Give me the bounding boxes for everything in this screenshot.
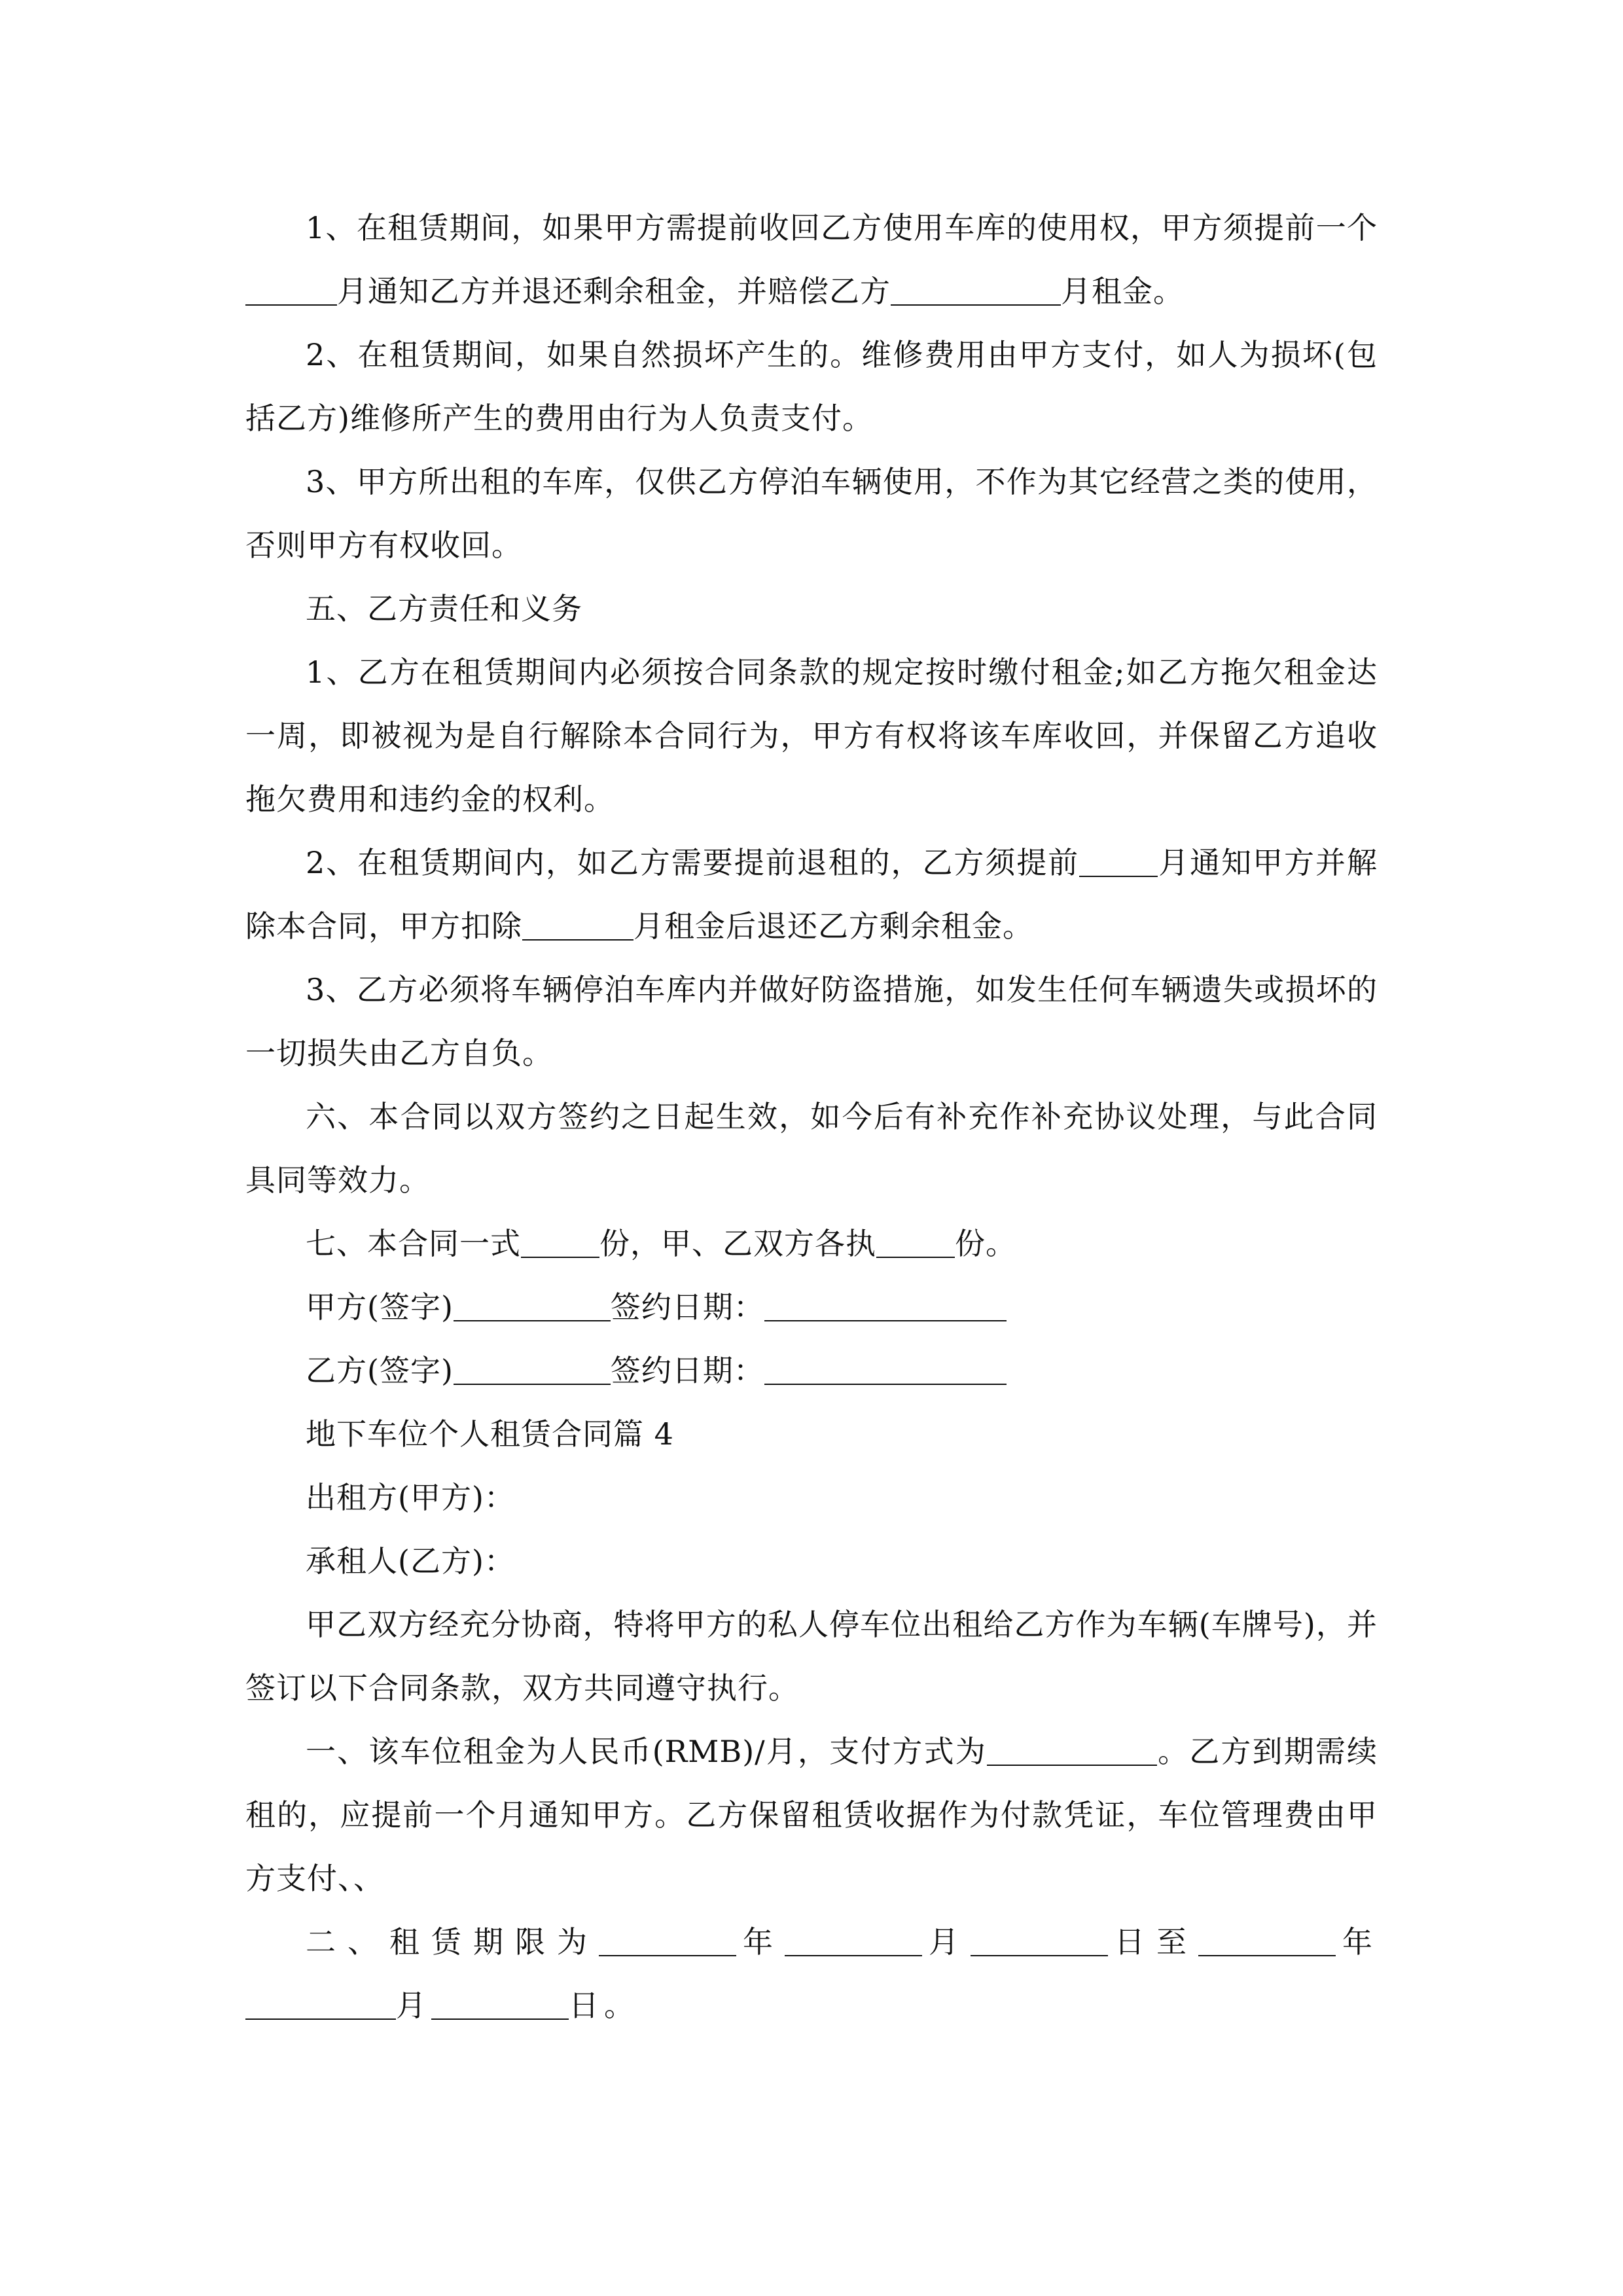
section-7 (245, 1212, 1378, 1276)
clause-text: 1、在租赁期间，如果甲方需提前收回乙方使用车库的使用权，甲方须提前一个 (306, 210, 1378, 245)
clause-text: 日。 (569, 1988, 639, 2023)
blank-field[interactable] (521, 1227, 599, 1258)
signature-blank[interactable] (454, 1290, 611, 1321)
clause-text: 月通知乙方并退还剩余租金，并赔偿乙方 (337, 274, 891, 309)
clause-text: 份。 (955, 1226, 1016, 1261)
clause-text: 一、该车位租金为人民币(RMB)/月，支付方式为 (306, 1734, 987, 1769)
blank-field[interactable] (431, 1988, 569, 2020)
blank-field[interactable] (522, 909, 633, 941)
date-label: 签约日期： (610, 1353, 764, 1388)
date-blank[interactable] (764, 1354, 1007, 1385)
signature-label: 甲方(签字) (306, 1289, 454, 1325)
section-5-heading: 五、乙方责任和义务 (306, 591, 582, 626)
clause-text: 月租金。 (1061, 274, 1184, 309)
blank-field[interactable] (1079, 846, 1158, 877)
clause-text: 2、在租赁期间内，如乙方需要提前退租的，乙方须提前 (306, 845, 1080, 880)
lessor-label: 出租方(甲方)： (306, 1480, 515, 1515)
date-blank[interactable] (764, 1290, 1007, 1321)
blank-field[interactable] (987, 1734, 1157, 1766)
blank-field[interactable] (245, 1988, 396, 2020)
clause-text: 份，甲、乙双方各执 (599, 1226, 876, 1261)
clause-5-3: 3、乙方必须将车辆停泊车库内并做好防盗措施，如发生任何车辆遗失或损坏的一切损失由乙方自负。 (245, 972, 1378, 1071)
clause-text: 月通知甲方并解除本合同，甲方扣除 (245, 845, 1378, 944)
clause-5-1: 1、乙方在租赁期间内必须按合同条款的规定按时缴付租金;如乙方拖欠租金达一周，即被视为是自行解除本合同行为，甲方有权将该车库收回，并保留乙方追收拖欠费用和违约金的权利。 (245, 655, 1378, 817)
blank-field[interactable] (785, 1925, 922, 1956)
clause-text: 日至 (1108, 1924, 1198, 1960)
blank-field[interactable] (599, 1925, 736, 1956)
clause-5-2 (245, 831, 1378, 958)
blank-field[interactable] (876, 1227, 955, 1258)
clause-text: 月 (922, 1924, 971, 1960)
document-body (245, 196, 1378, 2037)
clause-text: 七、本合同一式 (306, 1226, 521, 1261)
clause-text: 。乙方到期需续租的，应提前一个月通知甲方。乙方保留租赁收据作为付款凭证，车位管理费由甲方支付、、 (245, 1734, 1378, 1896)
preamble: 甲乙双方经充分协商，特将甲方的私人停车位出租给乙方作为车辆(车牌号)，并签订以下合同条款，双方共同遵守执行。 (245, 1607, 1378, 1706)
clause-text: 月租金后退还乙方剩余租金。 (633, 908, 1033, 944)
clause-text: 年 (736, 1924, 785, 1960)
section-6: 六、本合同以双方签约之日起生效，如今后有补充作补充协议处理，与此合同具同等效力。 (245, 1099, 1378, 1198)
clause-text: 月 (396, 1988, 431, 2023)
signature-label: 乙方(签字) (306, 1353, 454, 1388)
blank-field[interactable] (971, 1925, 1108, 1956)
clause-4-2: 2、在租赁期间，如果自然损坏产生的。维修费用由甲方支付，如人为损坏(包括乙方)维修所产生的费用由行为人负责支付。 (245, 337, 1378, 436)
signature-blank[interactable] (454, 1354, 611, 1385)
clause-4-3: 3、甲方所出租的车库，仅供乙方停泊车辆使用，不作为其它经营之类的使用，否则甲方有权收回。 (245, 464, 1378, 563)
blank-field[interactable] (1198, 1925, 1336, 1956)
contract-title-4: 地下车位个人租赁合同篇 4 (306, 1416, 674, 1452)
clause-2-term (245, 1910, 1378, 2037)
blank-field[interactable] (891, 274, 1061, 306)
date-label: 签约日期： (610, 1289, 764, 1325)
clause-text: 二、租赁期限为 (306, 1924, 599, 1960)
clause-text: 年 (1336, 1924, 1378, 1960)
signature-party-b (245, 1339, 1378, 1403)
lessee-label: 承租人(乙方)： (306, 1543, 515, 1579)
signature-party-a (245, 1276, 1378, 1339)
blank-field[interactable] (245, 274, 337, 306)
clause-1-rent (245, 1720, 1378, 1910)
clause-4-1 (245, 196, 1378, 323)
